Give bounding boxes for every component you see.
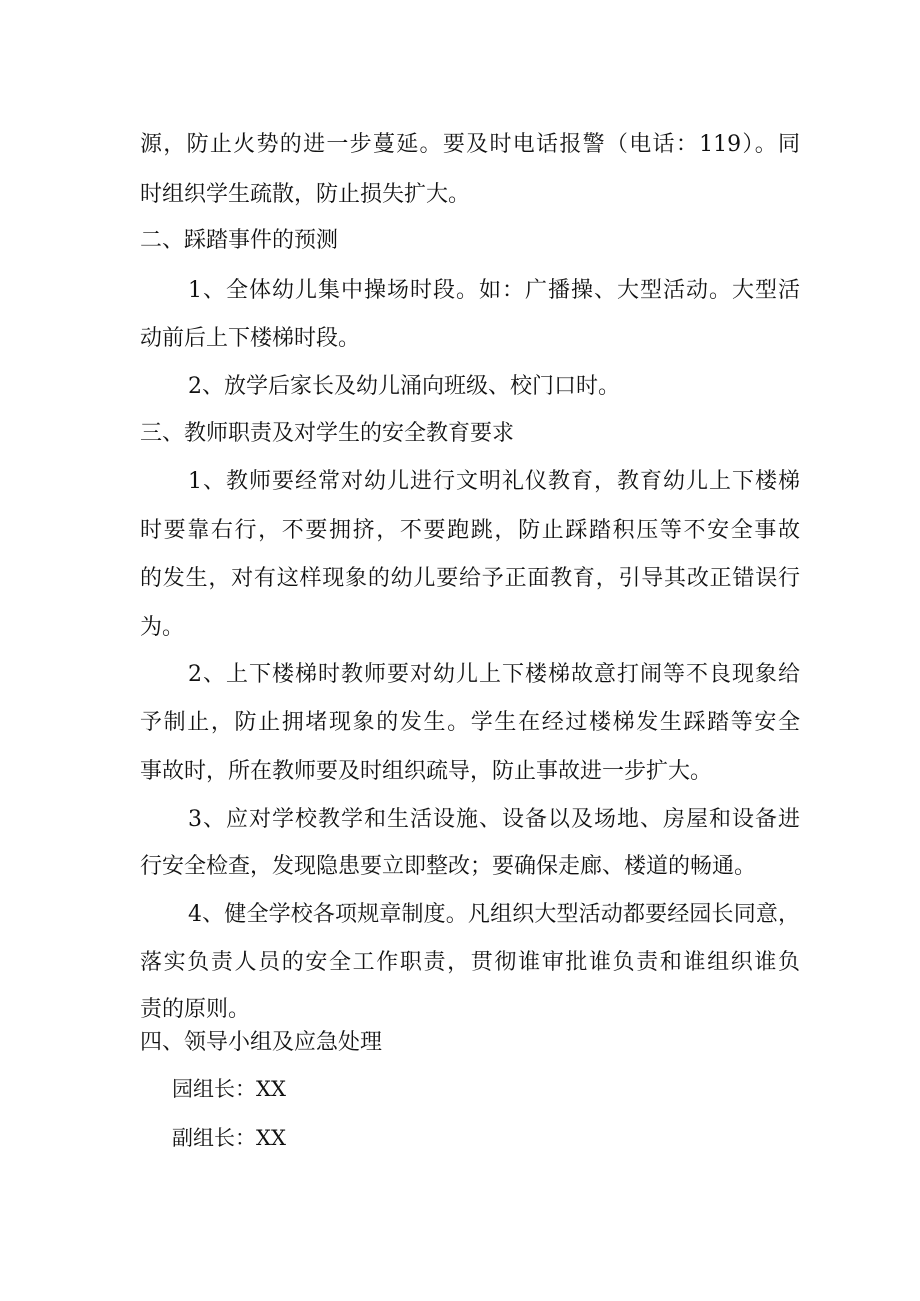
paragraph-line: 2、上下楼梯时教师要对幼儿上下楼梯故意打闹等不良现象给 [188, 662, 800, 687]
paragraph-line: 动前后上下楼梯时段。 [140, 326, 361, 351]
paragraph-line: 行安全检查，发现隐患要立即整改；要确保走廊、楼道的畅通。 [140, 854, 757, 879]
deputy-leader-name-line: 副组长：XX [172, 1126, 286, 1150]
paragraph-line: 时组织学生疏散，防止损失扩大。 [140, 182, 471, 207]
paragraph-line: 4、健全学校各项规章制度。凡组织大型活动都要经园长同意， [188, 902, 800, 927]
paragraph-line: 予制止，防止拥堵现象的发生。学生在经过楼梯发生踩踏等安全 [140, 710, 800, 735]
section-heading: 二、踩踏事件的预测 [140, 228, 339, 253]
paragraph-line: 2、放学后家长及幼儿涌向班级、校门口时。 [188, 374, 620, 399]
paragraph-line: 落实负责人员的安全工作职责，贯彻谁审批谁负责和谁组织谁负 [140, 950, 800, 975]
paragraph-line: 1、全体幼儿集中操场时段。如：广播操、大型活动。大型活 [188, 278, 800, 303]
section-heading: 三、教师职责及对学生的安全教育要求 [140, 421, 515, 446]
paragraph-line: 3、应对学校教学和生活设施、设备以及场地、房屋和设备进 [188, 807, 800, 832]
paragraph-line: 责的原则。 [140, 997, 251, 1022]
paragraph-line: 事故时，所在教师要及时组织疏导，防止事故进一步扩大。 [140, 759, 713, 784]
section-heading: 四、领导小组及应急处理 [140, 1030, 383, 1055]
paragraph-line: 时要靠右行，不要拥挤，不要跑跳，防止踩踏积压等不安全事故 [140, 518, 800, 543]
paragraph-line: 的发生，对有这样现象的幼儿要给予正面教育，引导其改正错误行 [140, 566, 800, 591]
paragraph-line: 1、教师要经常对幼儿进行文明礼仪教育，教育幼儿上下楼梯 [188, 469, 800, 494]
leader-name-line: 园组长：XX [172, 1077, 286, 1101]
paragraph-line: 为。 [140, 615, 185, 640]
paragraph-line: 源，防止火势的进一步蔓延。要及时电话报警（电话：119）。同 [140, 132, 800, 157]
